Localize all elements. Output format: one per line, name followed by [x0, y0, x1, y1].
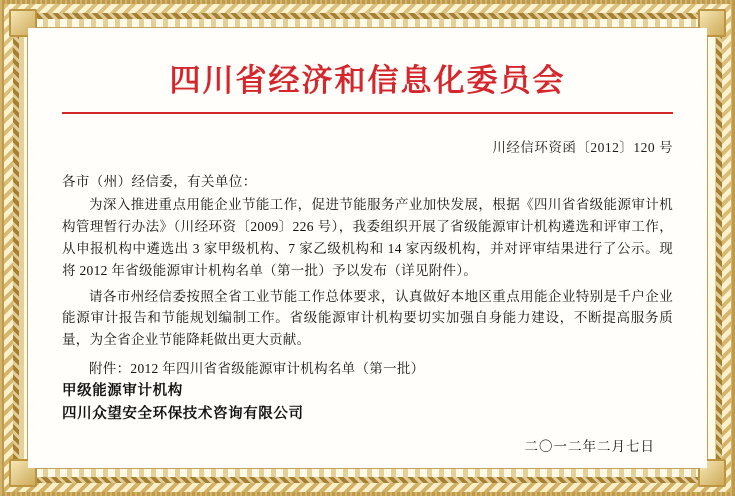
category-heading: 甲级能源审计机构	[62, 383, 183, 400]
issue-date: 二〇一二年二月七日	[524, 439, 655, 455]
title-divider	[62, 112, 673, 114]
document-number: 川经信环资函〔2012〕120 号	[492, 140, 673, 156]
body-paragraph-1: 为深入推进重点用能企业节能工作，促进节能服务产业加快发展，根据《四川省省级能源审计机构管理暂行办法》（川经环资〔2009〕226 号），我委组织开展了省级能源审计机构遴选和评审工作，从申报机构中遴选出 3 家甲级机构、7 家乙级机构和 14 家丙级机构，并对评审结果进行了公示。现将 2012 年省级能源审计机构名单（第一批）予以发布（详见附件）。	[62, 197, 673, 278]
body-paragraph-2: 请各市州经信委按照全省工业节能工作总体要求，认真做好本地区重点用能企业特别是千户企业能源审计报告和节能规划编制工作。省级能源审计机构要切实加强自身能力建设，不断提高服务质量，为全省企业节能降耗做出更大贡献。	[62, 288, 673, 348]
organization-name: 四川众望安全环保技术咨询有限公司	[62, 406, 304, 423]
attachment-label: 附件：2012 年四川省省级能源审计机构名单（第一批）	[89, 361, 425, 377]
document-title: 四川省经济和信息化委员会	[169, 63, 566, 98]
salutation: 各市（州）经信委，有关单位：	[62, 174, 257, 190]
document-body	[28, 28, 707, 468]
